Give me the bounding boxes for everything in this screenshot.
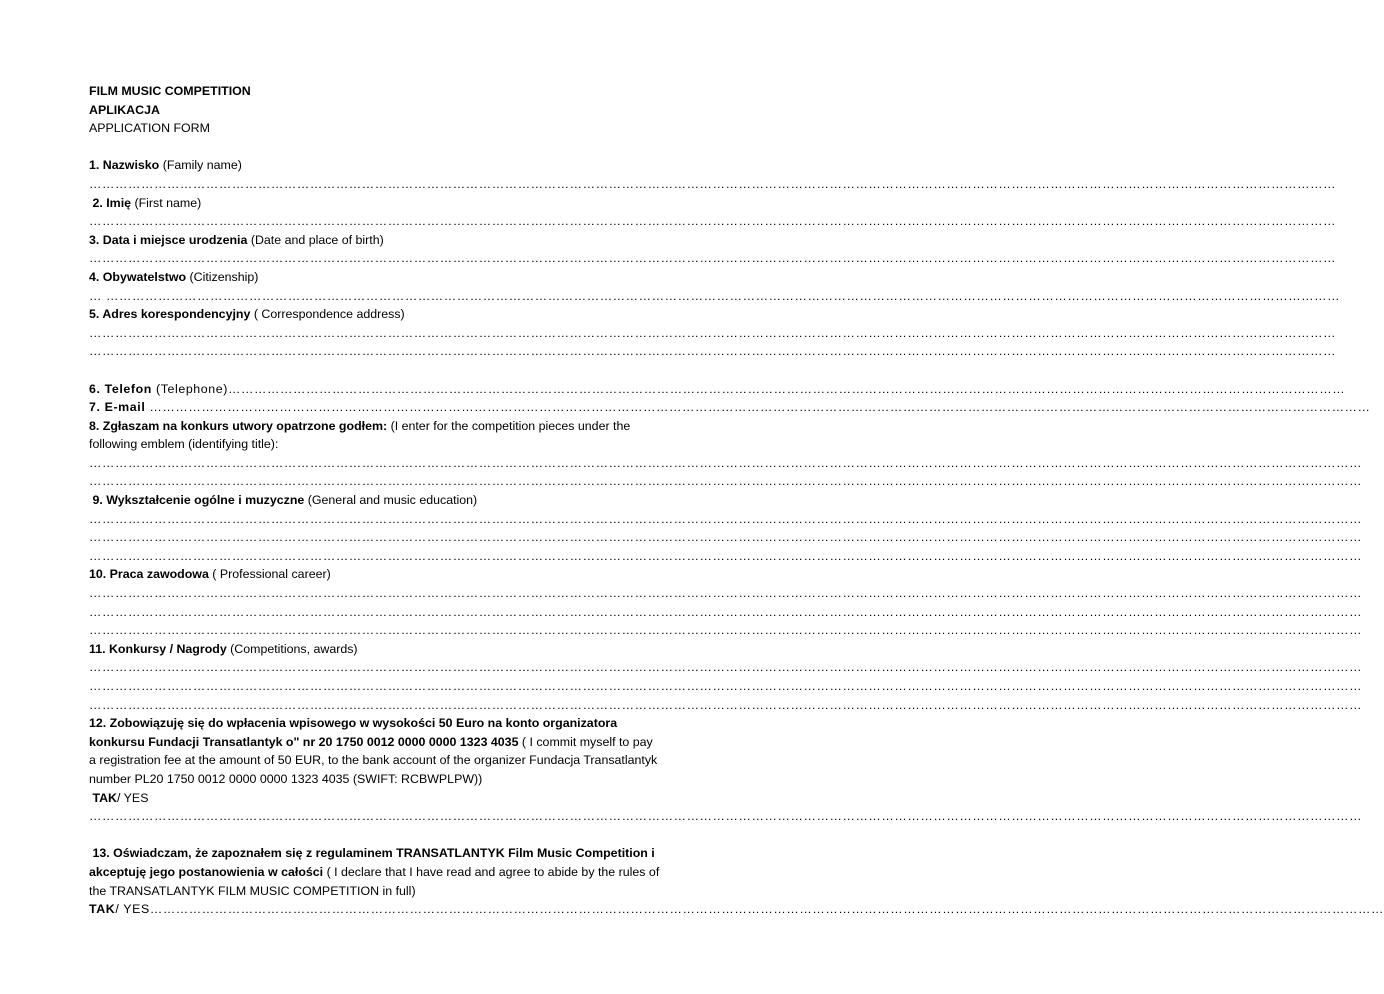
form-title-en: APPLICATION FORM [89, 121, 210, 136]
field-emblem-input-2[interactable]: …………………………………………………………………………………………………………………………………………………………………………………………………………………………………………………………………… [89, 474, 1363, 489]
field-career-input-3[interactable]: …………………………………………………………………………………………………………………………………………………………………………………………………………………………………………………………………… [89, 623, 1363, 638]
field-education-label: 9. Wykształcenie ogólne i muzyczne (General and music education) [92, 493, 478, 508]
field-family-name-label: 1. Nazwisko (Family name) [89, 158, 242, 173]
field-education-input-3[interactable]: …………………………………………………………………………………………………………………………………………………………………………………………………………………………………………………………………… [89, 548, 1363, 563]
field-birth-input[interactable]: ……………………………………………………………………………………………………………………………………………………………………………………………………………………………………………………………… [89, 251, 1337, 266]
field-email[interactable]: 7. E-mail ………………………………………………………………………………………………………………………………………………………………………………………………………………………………………………………… [89, 400, 1371, 415]
field-rules-declaration-label: 13. Oświadczam, że zapoznałem się z regulaminem TRANSATLANTYK Film Music Competition i akceptuję jego postanowienia w całości ( I declare that I have read and agree to abide by the rules of the TRANSATLANTYK FILM MUSIC COMPETITION in full) [89, 846, 660, 898]
field-address-input-1[interactable]: ……………………………………………………………………………………………………………………………………………………………………………………………………………………………………………………………… [89, 325, 1337, 340]
field-education-input-2[interactable]: …………………………………………………………………………………………………………………………………………………………………………………………………………………………………………………………………… [89, 530, 1363, 545]
field-awards-label: 11. Konkursy / Nagrody (Competitions, awards) [89, 641, 358, 656]
field-fee-yes[interactable]: TAK/ YES [92, 790, 149, 805]
application-form [89, 82, 1384, 919]
field-education-input-1[interactable]: …………………………………………………………………………………………………………………………………………………………………………………………………………………………………………………………………… [89, 511, 1363, 526]
field-career-input-2[interactable]: …………………………………………………………………………………………………………………………………………………………………………………………………………………………………………………………………… [89, 604, 1363, 619]
field-family-name-input[interactable]: ……………………………………………………………………………………………………………………………………………………………………………………………………………………………………………………………… [89, 176, 1337, 191]
field-citizenship-input[interactable]: … …………………………………………………………………………………………………………………………………………………………………………………………………………………………………………………………… [89, 288, 1341, 303]
field-emblem-input-1[interactable]: …………………………………………………………………………………………………………………………………………………………………………………………………………………………………………………………………… [89, 455, 1363, 470]
field-fee-commitment-label: 12. Zobowiązuję się do wpłacenia wpisowego w wysokości 50 Euro na konto organizatora konkursu Fundacji Transatlantyk o" nr 20 1750 0012 0000 0000 1323 4035 ( I commit myself to pay a registration fee at the amount of 50 EUR, to the bank account of the organizer Fundacja Transatlantyk number PL20 1750 0012 0000 0000 1323 4035 (SWIFT: RCBWPLPW)) [89, 716, 658, 786]
field-telephone[interactable]: 6. Telefon (Telephone)…………………………………………………………………………………………………………………………………………………………………………………………………………………………………… [89, 381, 1346, 396]
field-awards-input-2[interactable]: …………………………………………………………………………………………………………………………………………………………………………………………………………………………………………………………………… [89, 679, 1363, 693]
field-emblem-label: 8. Zgłaszam na konkurs utwory opatrzone godłem: (I enter for the competition pieces under the following emblem (identifying title): [89, 418, 631, 452]
field-awards-input-1[interactable]: …………………………………………………………………………………………………………………………………………………………………………………………………………………………………………………………………… [89, 660, 1363, 675]
field-awards-input-3[interactable]: …………………………………………………………………………………………………………………………………………………………………………………………………………………………………………………………………… [89, 697, 1363, 712]
field-address-input-2[interactable]: ……………………………………………………………………………………………………………………………………………………………………………………………………………………………………………………………… [89, 344, 1337, 359]
field-rules-yes[interactable]: TAK/ YES…………………………………………………………………………………………………………………………………………………………………………………………………………………………………………………………… [89, 902, 1384, 917]
form-title-pl: APLIKACJA [89, 102, 160, 117]
competition-title: FILM MUSIC COMPETITION [89, 84, 251, 98]
field-citizenship-label: 4. Obywatelstwo (Citizenship) [89, 269, 259, 284]
field-career-label: 10. Praca zawodowa ( Professional career) [89, 567, 331, 582]
field-first-name-label: 2. Imię (First name) [92, 195, 202, 210]
field-birth-label: 3. Data i miejsce urodzenia (Date and place of birth) [89, 232, 384, 247]
field-address-label: 5. Adres korespondencyjny ( Correspondence address) [89, 307, 405, 322]
field-fee-input[interactable]: …………………………………………………………………………………………………………………………………………………………………………………………………………………………………………………………………… [89, 809, 1363, 824]
field-first-name-input[interactable]: ……………………………………………………………………………………………………………………………………………………………………………………………………………………………………………………………… [89, 214, 1337, 229]
field-career-input-1[interactable]: …………………………………………………………………………………………………………………………………………………………………………………………………………………………………………………………………… [89, 586, 1363, 601]
